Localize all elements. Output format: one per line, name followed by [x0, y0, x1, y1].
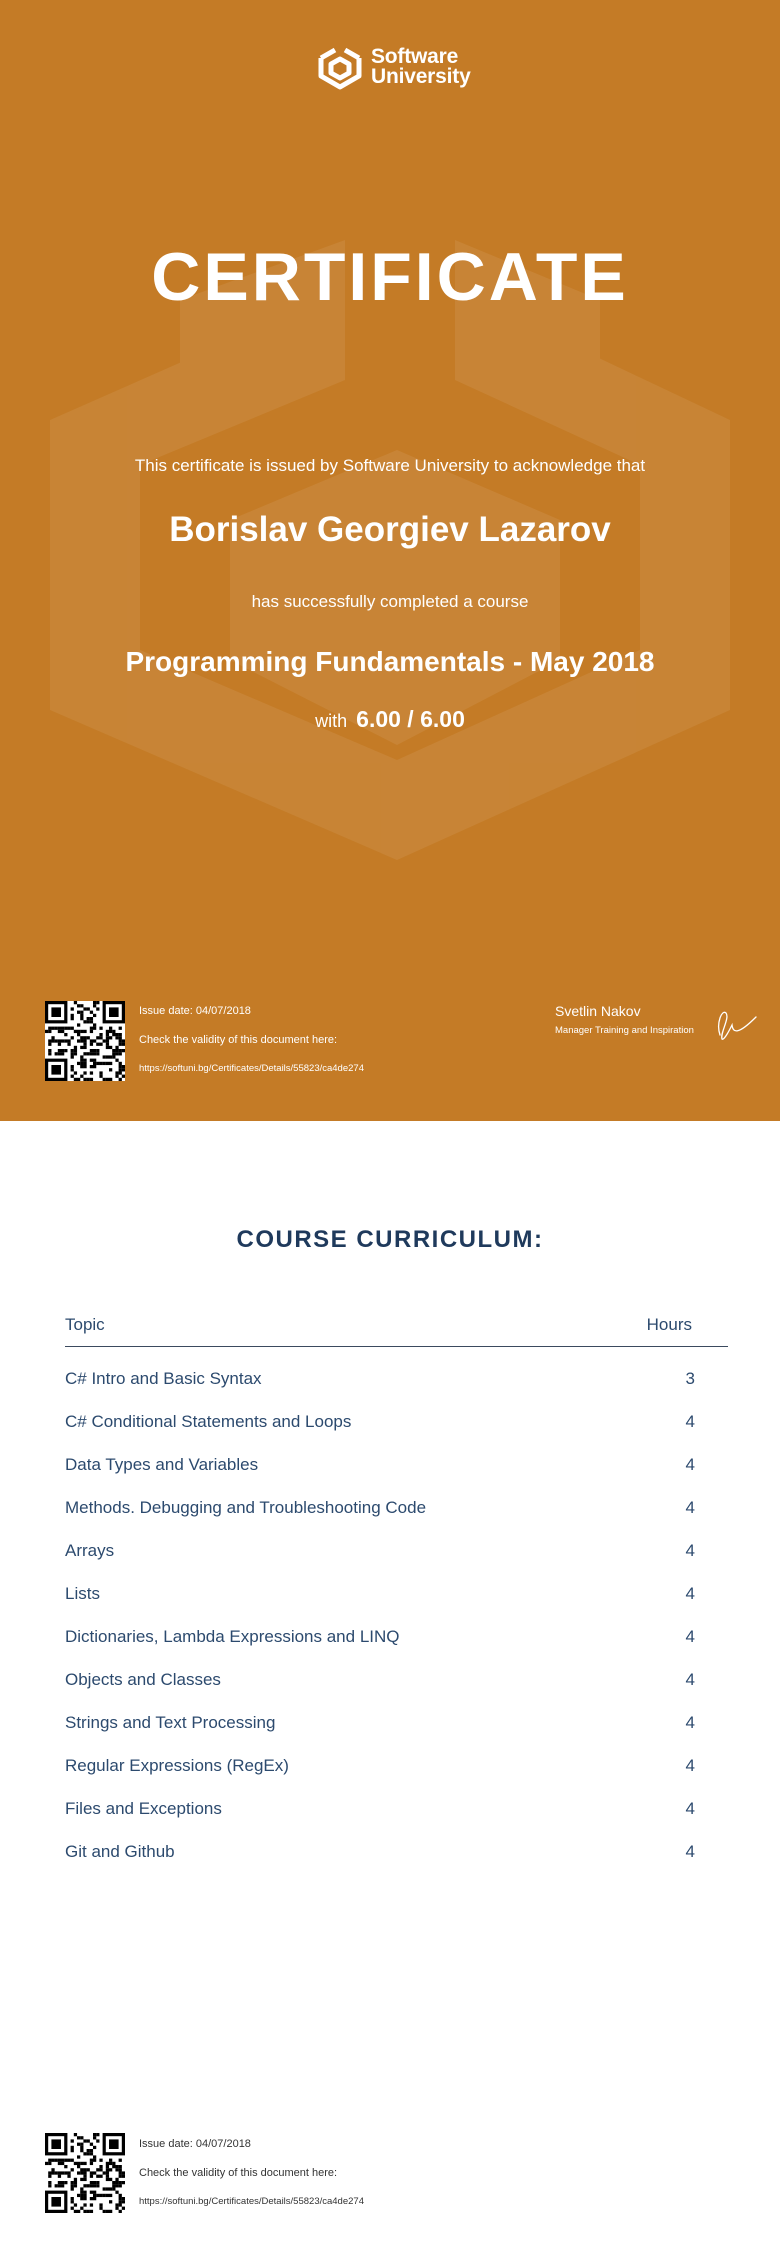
- signer-role: Manager Training and Inspiration: [555, 1025, 694, 1036]
- issued-text: This certificate is issued by Software University to acknowledge that: [134, 456, 646, 475]
- recipient-name: Borislav Georgiev Lazarov: [169, 510, 611, 549]
- table-row: [65, 1584, 695, 1614]
- header-hours: Hours: [646, 1315, 692, 1334]
- row-hours: 4: [685, 1627, 695, 1646]
- table-row: [65, 1756, 695, 1786]
- completed-text: has successfully completed a course: [251, 592, 529, 611]
- qr-code: [45, 1001, 125, 1081]
- validity-link[interactable]: https://softuni.bg/Certificates/Details/55823/ca4de274: [139, 2196, 364, 2207]
- certificate-page: [0, 0, 780, 1121]
- table-row: [65, 1369, 695, 1399]
- row-topic: Files and Exceptions: [65, 1799, 222, 1818]
- row-hours: 4: [685, 1584, 695, 1603]
- softuni-logo-text: [371, 47, 471, 87]
- table-row: [65, 1799, 695, 1829]
- validity-link[interactable]: https://softuni.bg/Certificates/Details/55823/ca4de274: [139, 1063, 364, 1074]
- qr-code-footer: [45, 2133, 125, 2213]
- qr-code-icon: [45, 2133, 125, 2213]
- row-hours: 4: [685, 1842, 695, 1861]
- certificate-title: CERTIFICATE: [151, 239, 629, 315]
- row-hours: 3: [685, 1369, 695, 1388]
- curriculum-title: COURSE CURRICULUM:: [236, 1226, 544, 1253]
- row-topic: Arrays: [65, 1541, 115, 1560]
- qr-code-icon: [45, 1001, 125, 1081]
- row-hours: 4: [685, 1756, 695, 1775]
- header-topic: Topic: [65, 1315, 105, 1334]
- row-topic: Objects and Classes: [65, 1670, 221, 1689]
- signature-icon: [712, 1003, 758, 1043]
- row-topic: Git and Github: [65, 1842, 175, 1861]
- row-hours: 4: [685, 1412, 695, 1431]
- softuni-logo: [315, 42, 471, 92]
- validity-text: Check the validity of this document here:: [139, 2167, 338, 2179]
- row-topic: Data Types and Variables: [65, 1455, 259, 1474]
- table-row: [65, 1842, 695, 1872]
- grade: [0, 706, 780, 733]
- signer: [555, 1003, 694, 1036]
- row-topic: Dictionaries, Lambda Expressions and LINQ: [65, 1627, 400, 1646]
- table-row: [65, 1713, 695, 1743]
- row-hours: 4: [685, 1670, 695, 1689]
- grade-prefix: with: [315, 711, 348, 731]
- row-hours: 4: [685, 1455, 695, 1474]
- table-row: [65, 1541, 695, 1571]
- row-hours: 4: [685, 1541, 695, 1560]
- curriculum-table-header: [65, 1313, 728, 1347]
- row-topic: C# Conditional Statements and Loops: [65, 1412, 352, 1431]
- grade-value: 6.00 / 6.00: [356, 706, 465, 732]
- table-row: [65, 1498, 695, 1528]
- softuni-logo-icon: [315, 42, 365, 92]
- row-hours: 4: [685, 1498, 695, 1517]
- row-topic: C# Intro and Basic Syntax: [65, 1369, 262, 1388]
- softuni-watermark-icon: [0, 0, 780, 1121]
- row-topic: Strings and Text Processing: [65, 1713, 276, 1732]
- logo-line-2: University: [371, 65, 471, 88]
- signer-name: Svetlin Nakov: [555, 1003, 641, 1019]
- row-topic: Lists: [65, 1584, 100, 1603]
- logo-line-1: Software: [371, 45, 459, 68]
- issue-date: Issue date: 04/07/2018: [139, 1005, 251, 1017]
- row-hours: 4: [685, 1799, 695, 1818]
- curriculum-page: [0, 1121, 780, 2254]
- course-name: Programming Fundamentals - May 2018: [125, 646, 655, 677]
- table-row: [65, 1412, 695, 1442]
- table-row: [65, 1627, 695, 1657]
- table-row: [65, 1670, 695, 1700]
- row-topic: Regular Expressions (RegEx): [65, 1756, 289, 1775]
- row-hours: 4: [685, 1713, 695, 1732]
- row-topic: Methods. Debugging and Troubleshooting Code: [65, 1498, 427, 1517]
- validity-text: Check the validity of this document here:: [139, 1034, 338, 1046]
- issue-date: Issue date: 04/07/2018: [139, 2138, 251, 2150]
- table-row: [65, 1455, 695, 1485]
